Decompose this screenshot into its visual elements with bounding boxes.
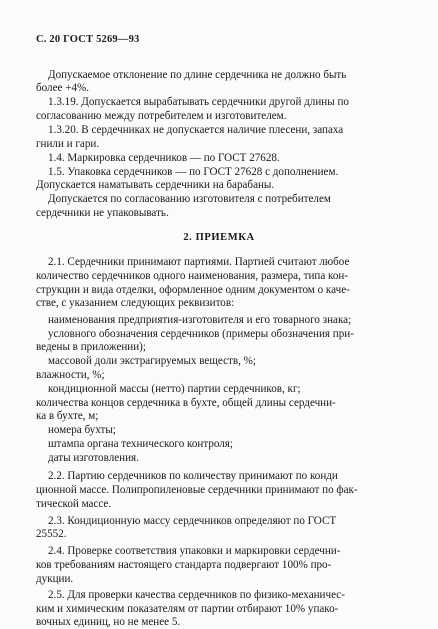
text-line: более +4%.: [36, 82, 90, 94]
text-line: стве, с указанием следующих реквизитов:: [36, 297, 235, 309]
text-line: вочных единиц, но не менее 5.: [36, 616, 181, 628]
text-line: ционной массе. Полипропиленовые сердечники принимают по фак-: [36, 484, 358, 496]
text-line: ков требованиям настоящего стандарта подвергают 100% про-: [36, 559, 332, 571]
text-line: тической массе.: [36, 498, 112, 510]
text-line: 2.5. Для проверки качества сердечников по физико-механичес-: [48, 589, 345, 601]
section-title: 2. ПРИЕМКА: [183, 232, 255, 243]
text-line: условного обозначения сердечников (примеры обозначения при-: [48, 328, 354, 340]
text-line: 1.3.19. Допускается вырабатывать сердечники другой длины по: [48, 96, 349, 108]
text-line: ведены в приложении);: [36, 341, 146, 353]
text-line: ким и химическим показателям от партии отбирают 10% упако-: [36, 603, 339, 615]
text-line: 1.5. Упаковка сердечников — по ГОСТ 27628 с дополнением.: [48, 166, 339, 178]
text-line: 2.3. Кондиционную массу сердечников определяют по ГОСТ: [48, 515, 337, 527]
text-line: массовой доли экстрагируемых веществ, %;: [48, 355, 256, 367]
text-line: 2.2. Партию сердечников по количеству принимают по конди: [48, 470, 338, 482]
text-line: штампа органа технического контроля;: [48, 438, 233, 450]
text-line: дукции.: [36, 573, 74, 585]
text-line: даты изготовления.: [48, 452, 139, 464]
text-line: Допускается по согласованию изготовителя с потребителем: [48, 193, 331, 205]
text-line: количества концов сердечника в бухте, общей длины сердечни-: [36, 397, 336, 409]
text-line: 25552.: [36, 528, 67, 540]
text-line: номера бухты;: [48, 424, 116, 436]
text-line: 1.4. Маркировка сердечников — по ГОСТ 27628.: [48, 152, 280, 164]
text-line: сердечники не упаковывать.: [36, 207, 169, 219]
text-line: 2.1. Сердечники принимают партиями. Партией считают любое: [48, 256, 350, 268]
text-line: Допускаемое отклонение по длине сердечника не должно быть: [48, 69, 347, 81]
text-line: количество сердечников одного наименования, размера, типа кон-: [36, 270, 349, 282]
text-line: Допускается наматывать сердечники на барабаны.: [36, 179, 275, 191]
text-line: гнили и гари.: [36, 138, 100, 150]
text-line: ка в бухте, м;: [36, 410, 99, 422]
text-line: кондиционной массы (нетто) партии сердечников, кг;: [48, 383, 301, 395]
text-line: струкции и вида отделки, оформленное одним документом о каче-: [36, 284, 350, 296]
text-line: влажности, %;: [36, 369, 105, 381]
text-line: 2.4. Проверке соответствия упаковки и маркировки сердечни-: [48, 545, 341, 557]
text-line: согласованию между потребителем и изготовителем.: [36, 110, 287, 122]
text-line: 1.3.20. В сердечниках не допускается наличие плесени, запаха: [48, 124, 344, 136]
page-header: С. 20 ГОСТ 5269—93: [36, 34, 140, 45]
text-line: наименования предприятия-изготовителя и его товарного знака;: [48, 314, 352, 326]
